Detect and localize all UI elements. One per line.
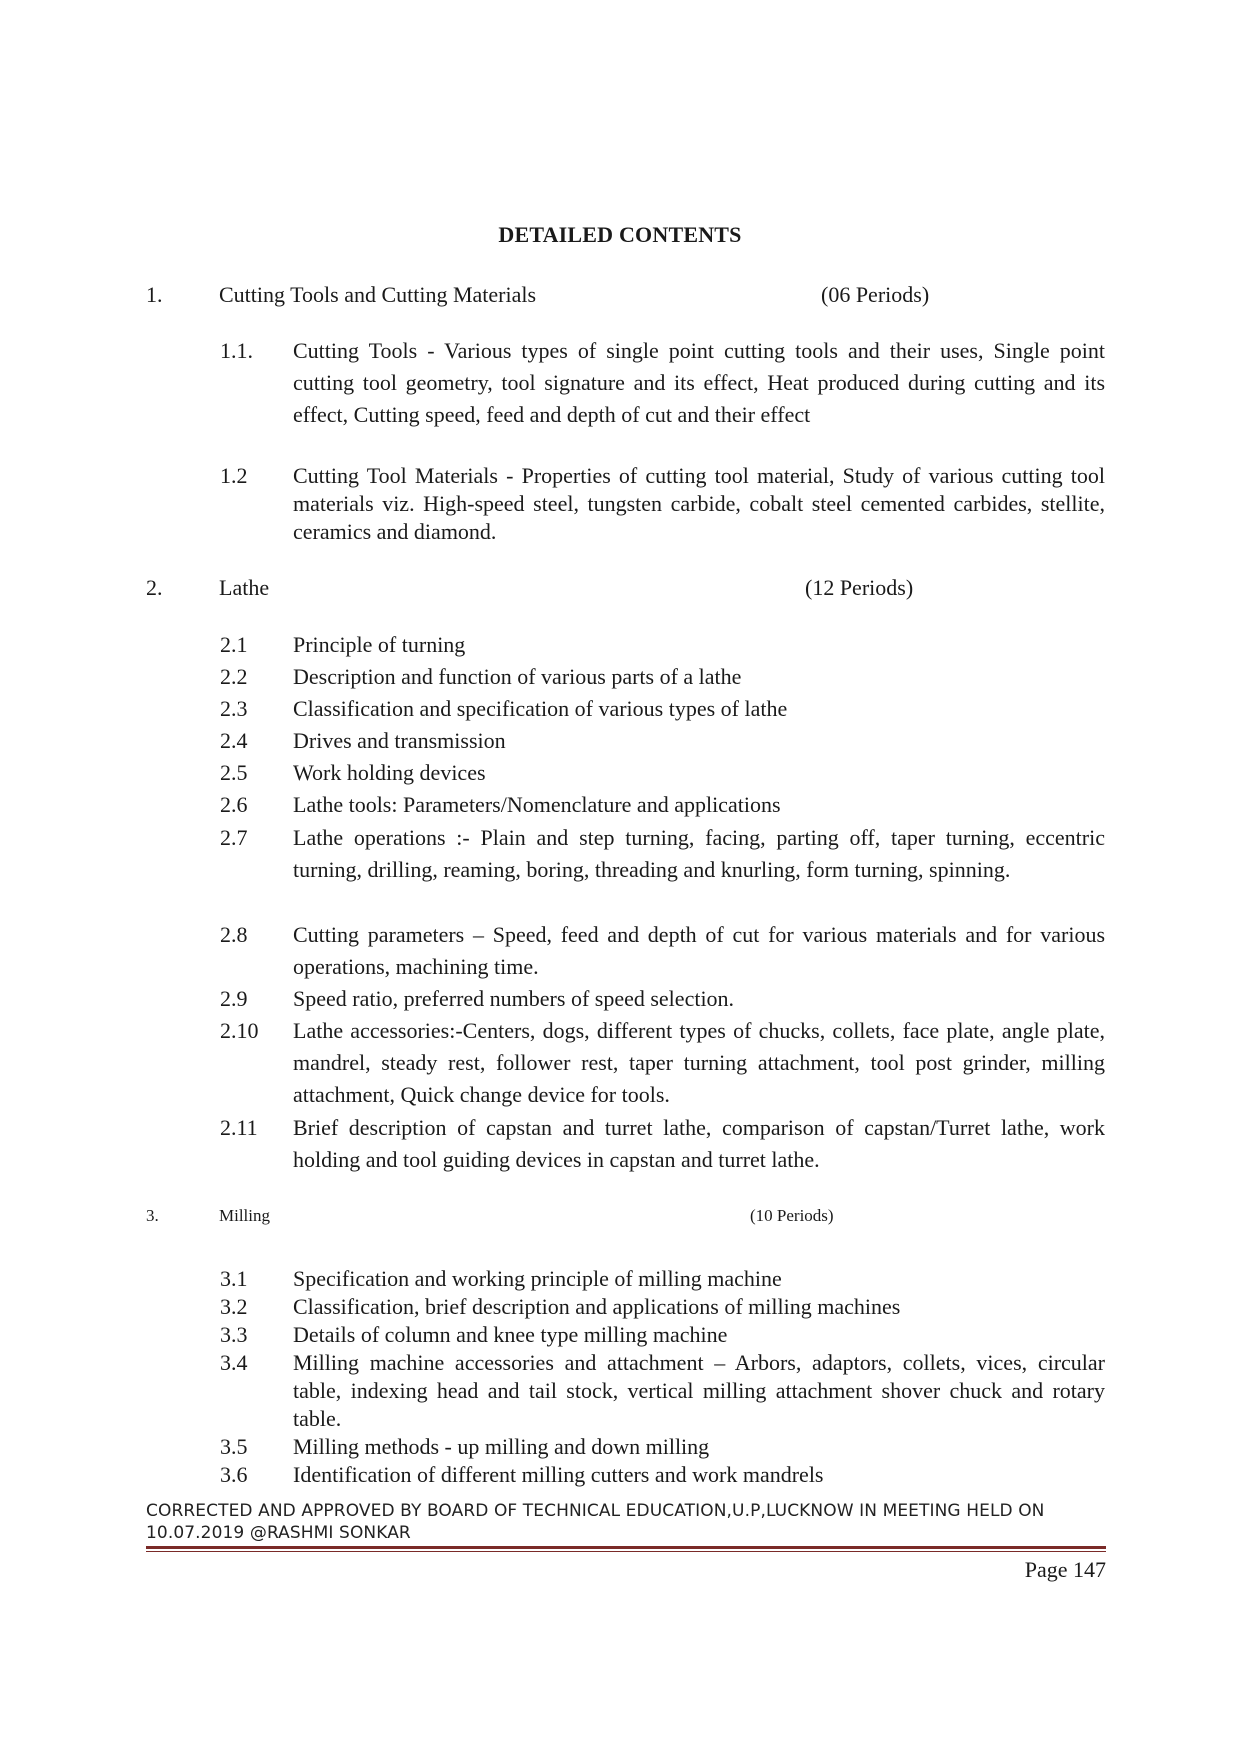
item-number: 2.4 [220, 728, 248, 753]
section-number: 3. [146, 1206, 159, 1225]
item-number: 2.3 [220, 696, 248, 721]
item-number: 2.8 [220, 922, 248, 947]
item-number: 2.7 [220, 825, 248, 850]
item-number: 1.1. [220, 338, 253, 363]
item-number: 3.2 [220, 1294, 248, 1319]
item-number: 3.4 [220, 1350, 248, 1375]
item-text: Description and function of various parts of a lathe [293, 664, 742, 689]
item-text: Cutting Tool Materials - Properties of cutting tool material, Study of various cutting tool materials viz. High-speed steel, tungsten carbide, cobalt steel cemented carbides, stellite, ceramics and diamond. [293, 463, 1105, 544]
item-text: Classification and specification of various types of lathe [293, 696, 788, 721]
item-number: 2.5 [220, 760, 248, 785]
item-text: Principle of turning [293, 632, 466, 657]
item-text: Brief description of capstan and turret lathe, comparison of capstan/Turret lathe, work holding and tool guiding devices in capstan and turret lathe. [293, 1115, 1105, 1172]
item-text: Cutting parameters – Speed, feed and depth of cut for various materials and for various operations, machining time. [293, 922, 1105, 979]
item-number: 1.2 [220, 463, 248, 488]
item-text: Cutting Tools - Various types of single point cutting tools and their uses, Single point cutting tool geometry, tool signature and its effect, Heat produced during cutting and its effect, Cutting speed, feed and depth of cut and their effect [293, 338, 1105, 427]
item-number: 2.9 [220, 986, 248, 1011]
item-number: 3.3 [220, 1322, 248, 1347]
section-periods: (10 Periods) [750, 1206, 834, 1225]
section-number: 1. [146, 282, 163, 307]
item-text: Details of column and knee type milling machine [293, 1322, 728, 1347]
section-name: Lathe [219, 575, 270, 600]
item-text: Milling machine accessories and attachment – Arbors, adaptors, collets, vices, circular table, indexing head and tail stock, vertical milling attachment shover chuck and rotary table. [293, 1350, 1105, 1431]
footer-divider [146, 1546, 1106, 1549]
item-text: Work holding devices [293, 760, 486, 785]
footer-approval-note: CORRECTED AND APPROVED BY BOARD OF TECHNICAL EDUCATION,U.P,LUCKNOW IN MEETING HELD ON 10.07.2019 @RASHMI SONKAR [146, 1501, 1045, 1543]
item-number: 3.6 [220, 1462, 248, 1487]
section-name: Cutting Tools and Cutting Materials [219, 282, 537, 307]
page-title: DETAILED CONTENTS [498, 222, 742, 247]
item-text: Milling methods - up milling and down milling [293, 1434, 710, 1459]
item-text: Speed ratio, preferred numbers of speed selection. [293, 986, 735, 1011]
item-number: 3.5 [220, 1434, 248, 1459]
section-periods: (06 Periods) [821, 282, 930, 307]
item-text: Identification of different milling cutters and work mandrels [293, 1462, 824, 1487]
item-number: 2.6 [220, 792, 248, 817]
item-text: Specification and working principle of milling machine [293, 1266, 782, 1291]
page-number: Page 147 [1024, 1557, 1106, 1582]
section-name: Milling [219, 1206, 271, 1225]
item-number: 2.2 [220, 664, 248, 689]
item-number: 2.10 [220, 1018, 259, 1043]
item-text: Lathe accessories:-Centers, dogs, different types of chucks, collets, face plate, angle plate, mandrel, steady rest, follower rest, taper turning attachment, tool post grinder, milling attachment, Quick change device for tools. [293, 1018, 1105, 1107]
item-number: 3.1 [220, 1266, 248, 1291]
item-text: Lathe operations :- Plain and step turning, facing, parting off, taper turning, eccentric turning, drilling, reaming, boring, threading and knurling, form turning, spinning. [293, 825, 1105, 882]
item-number: 2.11 [220, 1115, 258, 1140]
item-text: Lathe tools: Parameters/Nomenclature and applications [293, 792, 781, 817]
section-periods: (12 Periods) [805, 575, 914, 600]
section-number: 2. [146, 575, 163, 600]
item-number: 2.1 [220, 632, 248, 657]
footer-divider-thin [146, 1551, 1106, 1552]
item-text: Classification, brief description and applications of milling machines [293, 1294, 901, 1319]
item-text: Drives and transmission [293, 728, 506, 753]
